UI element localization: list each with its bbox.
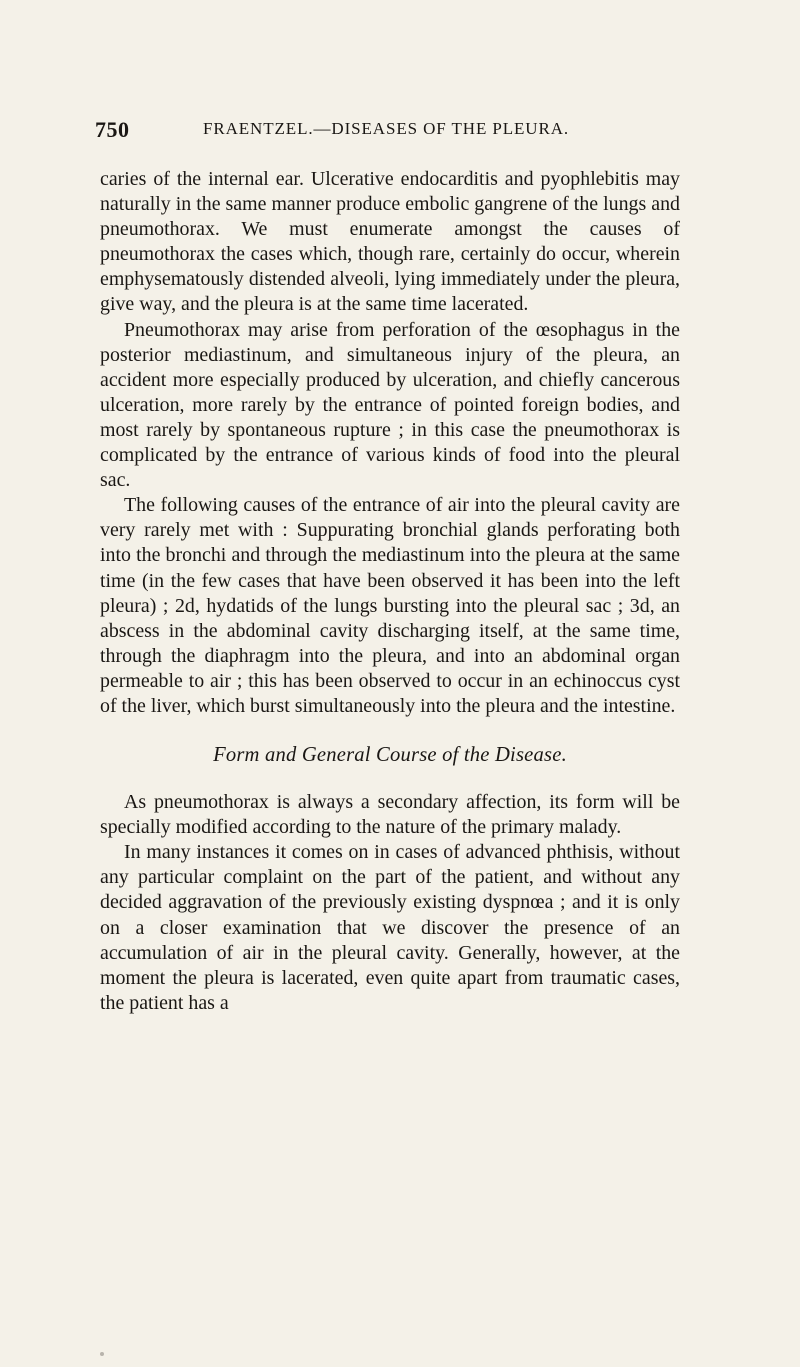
page-header — [95, 117, 695, 141]
page-number: 750 — [95, 117, 130, 142]
paragraph-oesophagus: Pneumothorax may arise from perforation of the œsophagus in the posterior mediastinum, and simultaneous injury of the pleura, an accident more especially produced by ulceration, and chiefly cancerous ulceration, more rarely by the entrance of pointed foreign bodies, and most rarely by spontaneous rupture ; in this case the pneumothorax is complicated by the entrance of various kinds of food into the pleural sac. — [100, 318, 680, 492]
paragraph-caries: caries of the internal ear. Ulcerative endocarditis and pyophlebitis may naturally in the same manner produce embolic gangrene of the lungs and pneumothorax. We must enumerate amongst the causes of pneumothorax the cases which, though rare, certainly do occur, wherein emphysematously distended alveoli, lying immediately under the pleura, give way, and the pleura is at the same time lacerated. — [100, 168, 680, 316]
section-heading: Form and General Course of the Disease. — [213, 744, 567, 767]
paragraph-secondary-affection: As pneumothorax is always a secondary affection, its form will be specially modified according to the nature of the primary malady. — [100, 791, 680, 839]
paragraph-rare-causes: The following causes of the entrance of air into the pleural cavity are very rarely met with : Suppurating bronchial glands perforating both into the bronchi and through the mediastinum into the pleura at the same time (in the few cases that have been observed it has been into the left pleura) ; 2d, hydatids of the lungs bursting into the pleural sac ; 3d, an abscess in the abdominal cavity discharging itself, at the same time, through the diaphragm into the pleura, and into an abdominal organ permeable to air ; this has been observed to occur in an echinoccus cyst of the liver, which burst simultaneously into the pleura and the intestine. — [100, 494, 680, 717]
body-text — [100, 167, 680, 1016]
running-head: FRAENTZEL.—DISEASES OF THE PLEURA. — [203, 119, 570, 138]
page-mark — [100, 1352, 104, 1356]
paragraph-advanced-phthisis: In many instances it comes on in cases of advanced phthisis, without any particular complaint on the part of the patient, and without any decided aggravation of the previously existing dyspnœa ; and it is only on a closer examination that we discover the presence of an accumulation of air in the pleural cavity. Generally, however, at the moment the pleura is lacerated, even quite apart from traumatic cases, the patient has a — [100, 841, 680, 1014]
